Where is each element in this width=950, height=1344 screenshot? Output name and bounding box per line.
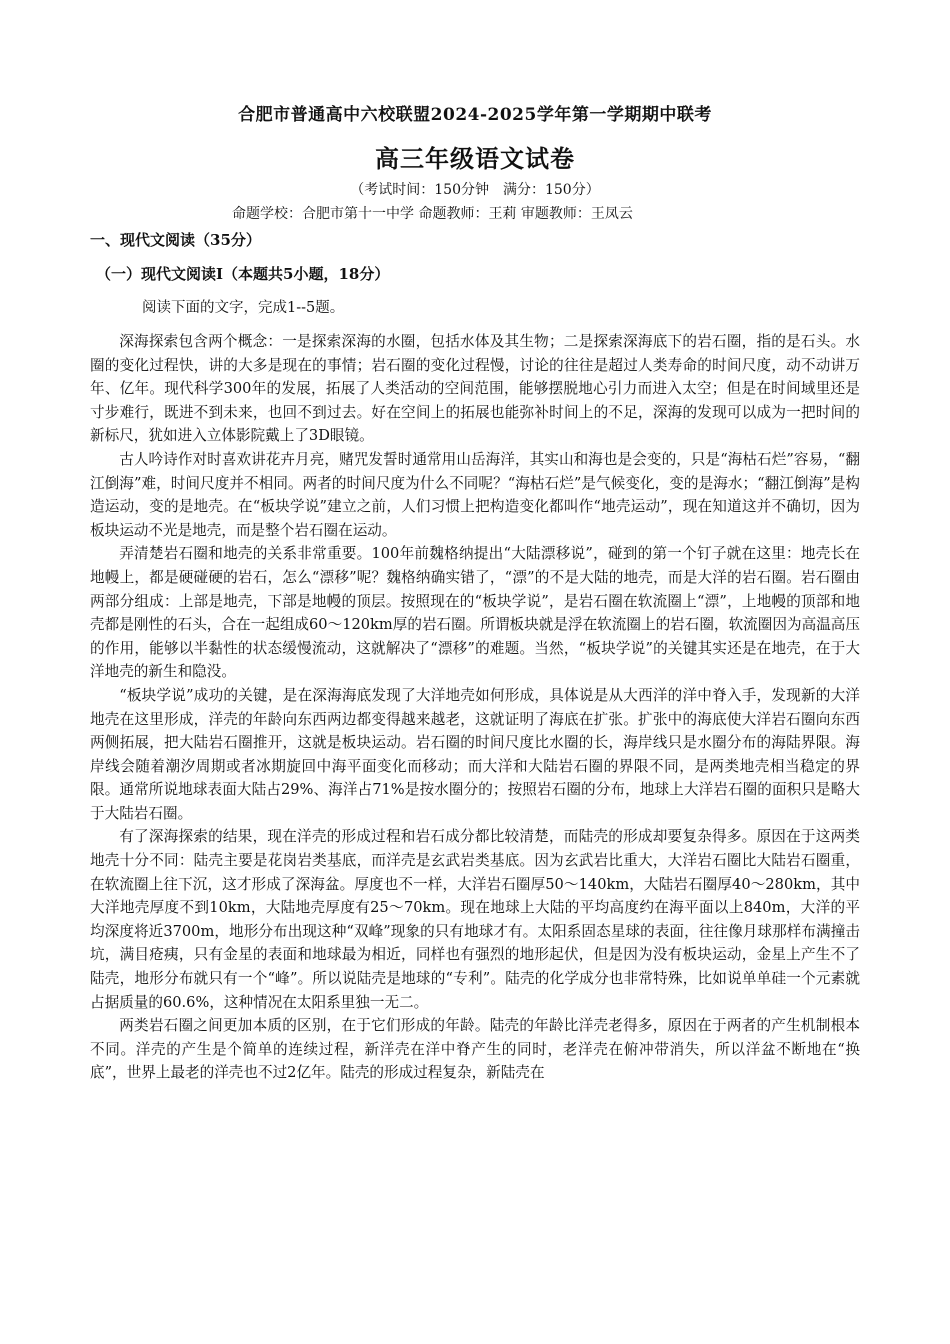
- subsection-heading: （一）现代文阅读Ⅰ（本题共5小题，18分）: [96, 265, 390, 283]
- passage-paragraph-2: 古人吟诗作对时喜欢讲花卉月亮，赌咒发誓时通常用山岳海洋，其实山和海也是会变的，只是“海枯石烂”容易，“翻江倒海”难，时间尺度并不相同。两者的时间尺度为什么不同呢？“海枯石烂”是气候变化，变的是海水；“翻江倒海”是构造运动，变的是地壳。在“板块学说”建立之前，人们习惯上把构造变化都叫作“地壳运动”，现在知道这并不确切，因为板块运动不光是地壳，而是整个岩石圈在运动。: [90, 450, 860, 539]
- reading-passage: [90, 330, 860, 1085]
- reading-instruction: 阅读下面的文字，完成1--5题。: [142, 300, 345, 316]
- exam-title: 合肥市普通高中六校联盟2024-2025学年第一学期期中联考: [238, 105, 712, 125]
- passage-paragraph-5: 有了深海探索的结果，现在洋壳的形成过程和岩石成分都比较清楚，而陆壳的形成却要复杂得多。原因在于这两类地壳十分不同：陆壳主要是花岗岩类基底，而洋壳是玄武岩类基底。因为玄武岩比重大，大洋岩石圈比大陆岩石圈重，在软流圈上往下沉，这才形成了深海盆。厚度也不一样，大洋岩石圈厚50～140km，大陆岩石圈厚40～280km，其中大洋地壳厚度不到10km，大陆地壳厚度有25～70km。现在地球上大陆的平均高度约在海平面以上840m，大洋的平均深度将近3700m，地形分布出现这种“双峰”现象的只有地球才有。太阳系固态星球的表面，往往像月球那样布满撞击坑，满目疮痍，只有金星的表面和地球最为相近，同样也有强烈的地形起伏，但是因为没有板块运动，金星上产生不了陆壳，地形分布就只有一个“峰”。所以说陆壳是地球的“专利”。陆壳的化学成分也非常特殊，比如说单单硅一个元素就占据质量的60.6%，这种情况在太阳系里独一无二。: [90, 828, 860, 1011]
- passage-paragraph-1: 深海探索包含两个概念：一是探索深海的水圈，包括水体及其生物；二是探索深海底下的岩石圈，指的是石头。水圈的变化过程快，讲的大多是现在的事情；岩石圈的变化过程慢，讨论的往往是超过人类寿命的时间尺度，动不动讲万年、亿年。现代科学300年的发展，拓展了人类活动的空间范围，能够摆脱地心引力而进入太空；但是在时间域里还是寸步难行，既进不到未来，也回不到过去。好在空间上的拓展也能弥补时间上的不足，深海的发现可以成为一把时间的新标尺，犹如进入立体影院戴上了3D眼镜。: [90, 333, 860, 445]
- passage-paragraph-4: “板块学说”成功的关键，是在深海海底发现了大洋地壳如何形成，具体说是从大西洋的洋中脊入手，发现新的大洋地壳在这里形成，洋壳的年龄向东西两边都变得越来越老，这就证明了海底在扩张。扩张中的海底使大洋岩石圈向东西两侧拓展，把大陆岩石圈推开，这就是板块运动。岩石圈的时间尺度比水圈的长，海岸线只是水圈分布的海陆界限。海岸线会随着潮汐周期或者冰期旋回中海平面变化而移动；而大洋和大陆岩石圈的界限不同，是两类地壳相当稳定的界限。通常所说地球表面大陆占29%、海洋占71%是按水圈分的；按照岩石圈的分布，地球上大洋岩石圈的面积只是略大于大陆岩石圈。: [90, 686, 860, 822]
- exam-authors: 命题学校：合肥市第十一中学 命题教师：王莉 审题教师：王凤云: [232, 206, 633, 222]
- section-heading: 一、现代文阅读（35分）: [90, 231, 261, 249]
- exam-time-score: （考试时间：150分钟 满分：150分）: [350, 182, 600, 198]
- exam-subtitle: 高三年级语文试卷: [375, 144, 575, 173]
- passage-paragraph-6: 两类岩石圈之间更加本质的区别，在于它们形成的年龄。陆壳的年龄比洋壳老得多，原因在于两者的产生机制根本不同。洋壳的产生是个简单的连续过程，新洋壳在洋中脊产生的同时，老洋壳在俯冲带消失，所以洋盆不断地在“换底”，世界上最老的洋壳也不过2亿年。陆壳的形成过程复杂，新陆壳在: [90, 1017, 860, 1082]
- passage-paragraph-3: 弄清楚岩石圈和地壳的关系非常重要。100年前魏格纳提出“大陆漂移说”，碰到的第一个钉子就在这里：地壳长在地幔上，都是硬碰硬的岩石，怎么“漂移”呢？魏格纳确实错了，“漂”的不是大陆的地壳，而是大洋的岩石圈。岩石圈由两部分组成：上部是地壳，下部是地幔的顶层。按照现在的“板块学说”，是岩石圈在软流圈上“漂”，上地幔的顶部和地壳都是刚性的石头，合在一起组成60～120km厚的岩石圈。所谓板块就是浮在软流圈上的岩石圈，软流圈因为高温高压的作用，能够以半黏性的状态缓慢流动，这就解决了“漂移”的难题。当然，“板块学说”的关键其实还是在地壳，在于大洋地壳的新生和隐没。: [90, 545, 860, 681]
